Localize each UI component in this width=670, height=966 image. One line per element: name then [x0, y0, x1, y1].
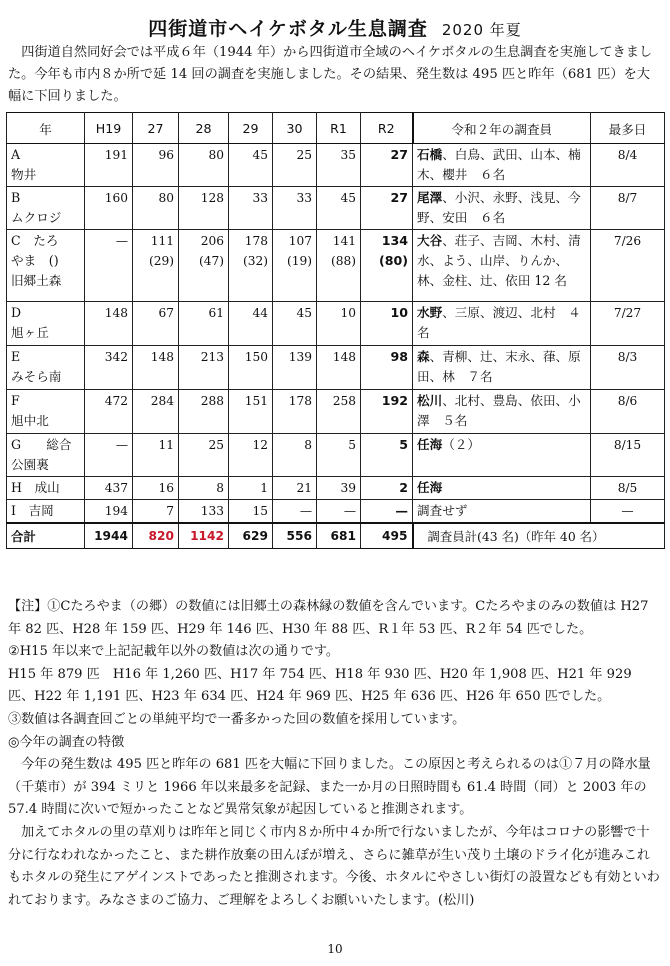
count-30 [273, 500, 317, 524]
count-value: 5 [348, 438, 356, 452]
members-cell [413, 346, 591, 390]
max-day-value: 8/4 [617, 148, 638, 162]
count-value: 2 [399, 480, 408, 495]
count-30 [273, 187, 317, 230]
intro-paragraph: 四街道自然同好会では平成６年（1944 年）から四街道市全域のヘイケボタルの生息調査を実施してきました。今年も市内８か所で延 14 回の調査を実施しました。その結果、発生数は 495 匹と昨年（681 匹）を大幅に下回りました。 [8, 45, 653, 104]
total-row [7, 523, 665, 549]
lead-member: 石橋 [417, 147, 443, 162]
site-name-line2: 公園裏 [11, 457, 49, 472]
table-row [7, 390, 665, 434]
count-value: 67 [158, 306, 174, 320]
count-h19 [85, 187, 133, 230]
table-row [7, 346, 665, 390]
table-row [7, 477, 665, 500]
header-r2: R2 [361, 113, 413, 144]
count-value: 61 [208, 306, 224, 320]
max-day-value: 7/26 [613, 234, 642, 248]
count-r1 [317, 144, 361, 187]
count-value: 342 [104, 350, 128, 364]
site-name: H 成山 [11, 480, 60, 495]
table-row [7, 187, 665, 230]
count-subvalue: (88) [330, 254, 356, 268]
header-27: 27 [133, 113, 179, 144]
count-r1 [317, 302, 361, 346]
count-r2 [361, 500, 413, 524]
site-name-line2: 旭ヶ丘 [11, 325, 49, 340]
count-27 [133, 434, 179, 477]
member-list: 、小沢、永野、浅見、今野、安田 ６名 [417, 190, 581, 225]
header-r1: R1 [317, 113, 361, 144]
count-value: 80 [158, 191, 174, 205]
members-cell [413, 302, 591, 346]
note-4: ③数値は各調査回ごとの単純平均で一番多かった回の数値を採用しています。 [8, 711, 466, 727]
member-list: 調査せず [417, 503, 468, 518]
count-value: 45 [252, 148, 268, 162]
max-day-cell [591, 434, 665, 477]
count-30 [273, 230, 317, 302]
count-value: 150 [244, 350, 268, 364]
count-value: 141 [332, 234, 356, 248]
count-value: 258 [332, 394, 356, 408]
count-value: 33 [296, 191, 312, 205]
count-r2 [361, 346, 413, 390]
count-value: 45 [340, 191, 356, 205]
header-29: 29 [229, 113, 273, 144]
count-h19 [85, 500, 133, 524]
max-day-value: 8/15 [613, 438, 642, 452]
table-row [7, 302, 665, 346]
max-day-value: 8/6 [617, 394, 638, 408]
count-h19 [85, 144, 133, 187]
count-r1 [317, 187, 361, 230]
count-value: 178 [244, 234, 268, 248]
count-value: — [299, 504, 312, 518]
count-subvalue: (19) [286, 254, 312, 268]
header-members: 令和２年の調査員 [413, 113, 591, 144]
table-row [7, 144, 665, 187]
max-day-cell [591, 346, 665, 390]
member-list: （２） [442, 437, 480, 452]
count-29 [229, 144, 273, 187]
count-27 [133, 477, 179, 500]
page-number: 10 [327, 942, 343, 956]
site-name-line2: みそら南 [11, 369, 62, 384]
count-29 [229, 230, 273, 302]
members-cell [413, 434, 591, 477]
count-h19 [85, 477, 133, 500]
count-value: 437 [104, 481, 128, 495]
lead-member: 松川 [417, 393, 443, 408]
count-subvalue: (29) [148, 254, 174, 268]
members-cell [413, 390, 591, 434]
count-value: 192 [381, 393, 408, 408]
lead-member: 尾澤 [417, 190, 443, 205]
lead-member: 任海 [417, 480, 443, 495]
count-r1 [317, 390, 361, 434]
count-value: 160 [104, 191, 128, 205]
count-subvalue: (80) [378, 253, 408, 268]
title-text: 四街道市ヘイケボタル生息調査 [148, 18, 428, 40]
count-value: 151 [244, 394, 268, 408]
count-29 [229, 434, 273, 477]
count-value: 213 [200, 350, 224, 364]
count-value: 12 [252, 438, 268, 452]
site-name-line2: 旭中北 [11, 413, 49, 428]
site-name: G 総合 [11, 437, 72, 452]
total-h19: 1944 [85, 523, 133, 549]
notes-section [8, 596, 662, 912]
header-30: 30 [273, 113, 317, 144]
count-value: 7 [166, 504, 174, 518]
site-cell [7, 187, 85, 230]
lead-member: 任海 [417, 437, 443, 452]
count-27 [133, 230, 179, 302]
count-value: 8 [216, 481, 224, 495]
count-value: 5 [399, 437, 408, 452]
title-year: 2020 年夏 [441, 21, 522, 39]
count-28 [179, 144, 229, 187]
count-29 [229, 346, 273, 390]
site-name-line2: やま () [11, 253, 59, 268]
members-cell [413, 500, 591, 524]
max-day-cell [591, 144, 665, 187]
count-r2 [361, 390, 413, 434]
count-value: 25 [208, 438, 224, 452]
table-body [7, 144, 665, 524]
header-max-day: 最多日 [591, 113, 665, 144]
note-2: ②H15 年以来で上記記載年以外の数値は次の通りです。 [8, 644, 339, 660]
site-name: C たろ [11, 233, 59, 248]
count-28 [179, 390, 229, 434]
count-value: 148 [104, 306, 128, 320]
features-paragraph-2: 加えてホタルの里の草刈りは昨年と同じく市内８か所中４か所で行ないましたが、今年はコロナの影響で十分に行なわれなかったこと、また耕作放棄の田んぼが増え、さらに雑草が生い茂り土壌のドライ化が進みこれもホタルの発生にアゲインストであったと推測されます。今後、ホタルにやさしい街灯の設置なども有効といわれております。みなさまのご協力、ご理解をよろしくお願いいたします。(松川) [8, 824, 660, 908]
count-value: 288 [200, 394, 224, 408]
count-value: 111 [150, 234, 174, 248]
count-value: 133 [200, 504, 224, 518]
count-value: 98 [390, 349, 408, 364]
max-day-cell [591, 390, 665, 434]
count-value: 44 [252, 306, 268, 320]
count-value: 25 [296, 148, 312, 162]
count-value: 178 [288, 394, 312, 408]
count-28 [179, 230, 229, 302]
max-day-value: — [621, 504, 634, 518]
count-value: 107 [288, 234, 312, 248]
lead-member: 水野 [417, 305, 443, 320]
count-27 [133, 500, 179, 524]
member-list: 、北村、豊島、依田、小澤 ５名 [417, 393, 581, 428]
site-name-line2: ムクロジ [11, 210, 62, 225]
site-name: B [11, 190, 21, 205]
max-day-cell [591, 500, 665, 524]
count-28 [179, 302, 229, 346]
site-cell [7, 302, 85, 346]
site-name: A [11, 147, 21, 162]
count-value: 1 [260, 481, 268, 495]
total-label: 合計 [7, 523, 85, 549]
count-value: 27 [390, 190, 408, 205]
count-h19 [85, 390, 133, 434]
total-28: 1142 [179, 523, 229, 549]
member-list: 、荘子、吉岡、木村、清水、よう、山岸、りんか、林、金柱、辻、依田 12 名 [417, 233, 581, 288]
count-h19 [85, 346, 133, 390]
count-28 [179, 477, 229, 500]
count-subvalue: (47) [198, 254, 224, 268]
count-value: 45 [296, 306, 312, 320]
total-r2: 495 [361, 523, 413, 549]
max-day-cell [591, 230, 665, 302]
count-27 [133, 390, 179, 434]
count-29 [229, 477, 273, 500]
member-list: 、白鳥、武田、山本、楠木、櫻井 ６名 [417, 147, 581, 182]
total-r1: 681 [317, 523, 361, 549]
count-28 [179, 500, 229, 524]
count-value: 8 [304, 438, 312, 452]
table-row [7, 230, 665, 302]
count-h19 [85, 230, 133, 302]
count-28 [179, 434, 229, 477]
count-value: 27 [390, 147, 408, 162]
count-27 [133, 144, 179, 187]
count-r1 [317, 230, 361, 302]
total-27: 820 [133, 523, 179, 549]
count-value: 194 [104, 504, 128, 518]
members-cell [413, 477, 591, 500]
count-30 [273, 302, 317, 346]
count-30 [273, 477, 317, 500]
count-value: — [395, 503, 408, 518]
max-day-value: 8/3 [617, 350, 638, 364]
count-27 [133, 302, 179, 346]
count-value: 80 [208, 148, 224, 162]
member-list: 、青柳、辻、末永、葎、原田、林 ７名 [417, 349, 581, 384]
count-value: 33 [252, 191, 268, 205]
features-heading: ◎今年の調査の特徴 [8, 734, 125, 750]
max-day-cell [591, 187, 665, 230]
site-cell [7, 477, 85, 500]
count-h19 [85, 434, 133, 477]
total-30: 556 [273, 523, 317, 549]
count-28 [179, 346, 229, 390]
count-30 [273, 144, 317, 187]
count-r2 [361, 477, 413, 500]
site-name: I 吉岡 [11, 503, 54, 518]
count-value: 21 [296, 481, 312, 495]
site-cell [7, 346, 85, 390]
count-value: 472 [104, 394, 128, 408]
max-day-cell [591, 302, 665, 346]
count-29 [229, 187, 273, 230]
site-cell [7, 144, 85, 187]
member-list: 、三原、渡辺、北村 ４名 [417, 305, 581, 340]
count-30 [273, 346, 317, 390]
count-value: 206 [200, 234, 224, 248]
lead-member: 森 [417, 349, 430, 364]
site-name: F [11, 393, 20, 408]
count-27 [133, 346, 179, 390]
site-name: E [11, 349, 21, 364]
count-value: 134 [381, 233, 408, 248]
page-title [0, 14, 670, 41]
count-value: 39 [340, 481, 356, 495]
count-value: 191 [104, 148, 128, 162]
members-cell [413, 230, 591, 302]
lead-member: 大谷 [417, 233, 443, 248]
count-value: 96 [158, 148, 174, 162]
count-value: 11 [158, 438, 174, 452]
header-h19: H19 [85, 113, 133, 144]
count-value: 35 [340, 148, 356, 162]
count-value: 128 [200, 191, 224, 205]
site-cell [7, 500, 85, 524]
header-year: 年 [7, 113, 85, 144]
count-r1 [317, 500, 361, 524]
max-day-value: 8/7 [617, 191, 638, 205]
note-1: 【注】①Cたろやま（の郷）の数値には旧郷土の森林縁の数値を含んでいます。Cたろやまのみの数値は H27 年 82 匹、H28 年 159 匹、H29 年 146 匹、H30 年 88 匹、R１年 53 匹、R２年 54 匹でした。 [8, 599, 649, 637]
count-r1 [317, 346, 361, 390]
count-r1 [317, 434, 361, 477]
count-value: — [115, 234, 128, 248]
site-cell [7, 390, 85, 434]
count-28 [179, 187, 229, 230]
count-value: 148 [150, 350, 174, 364]
count-r1 [317, 477, 361, 500]
count-r2 [361, 434, 413, 477]
count-27 [133, 187, 179, 230]
count-value: 139 [288, 350, 312, 364]
members-cell [413, 187, 591, 230]
count-value: 15 [252, 504, 268, 518]
count-29 [229, 390, 273, 434]
site-name: D [11, 305, 22, 320]
count-h19 [85, 302, 133, 346]
count-30 [273, 434, 317, 477]
count-value: 16 [158, 481, 174, 495]
survey-table [6, 112, 665, 549]
site-name-line3: 旧郷土森 [11, 273, 62, 288]
count-value: 10 [340, 306, 356, 320]
site-cell [7, 434, 85, 477]
count-value: 10 [390, 305, 408, 320]
count-value: 148 [332, 350, 356, 364]
count-subvalue: (32) [242, 254, 268, 268]
count-r2 [361, 187, 413, 230]
max-day-cell [591, 477, 665, 500]
site-name-line2: 物井 [11, 167, 37, 182]
note-3: H15 年 879 匹 H16 年 1,260 匹、H17 年 754 匹、H18 年 930 匹、H20 年 1,908 匹、H21 年 929 匹、H22 年 1,191 匹、H23 年 634 匹、H24 年 969 匹、H25 年 636 匹、H26 年 650 匹でした。 [8, 666, 632, 705]
table-row [7, 500, 665, 524]
count-value: 284 [150, 394, 174, 408]
count-r2 [361, 230, 413, 302]
max-day-value: 8/5 [617, 481, 638, 495]
header-28: 28 [179, 113, 229, 144]
table-header-row [7, 113, 665, 144]
count-value: — [343, 504, 356, 518]
total-members: 調査員計(43 名)（昨年 40 名） [413, 523, 665, 549]
count-30 [273, 390, 317, 434]
count-29 [229, 500, 273, 524]
table-row [7, 434, 665, 477]
count-r2 [361, 144, 413, 187]
count-29 [229, 302, 273, 346]
features-paragraph-1: 今年の発生数は 495 匹と昨年の 681 匹を大幅に下回りました。この原因と考えられるのは①７月の降水量（千葉市）が 394 ミリと 1966 年以来最多を記録、また一か月の日照時間も 61.4 時間（同）と 2003 年の 57.4 時間に次いで短かったことなど異常気象が起因していると推測されます。 [8, 757, 651, 818]
total-29: 629 [229, 523, 273, 549]
count-value: — [115, 438, 128, 452]
count-r2 [361, 302, 413, 346]
site-cell [7, 230, 85, 302]
max-day-value: 7/27 [613, 306, 642, 320]
members-cell [413, 144, 591, 187]
